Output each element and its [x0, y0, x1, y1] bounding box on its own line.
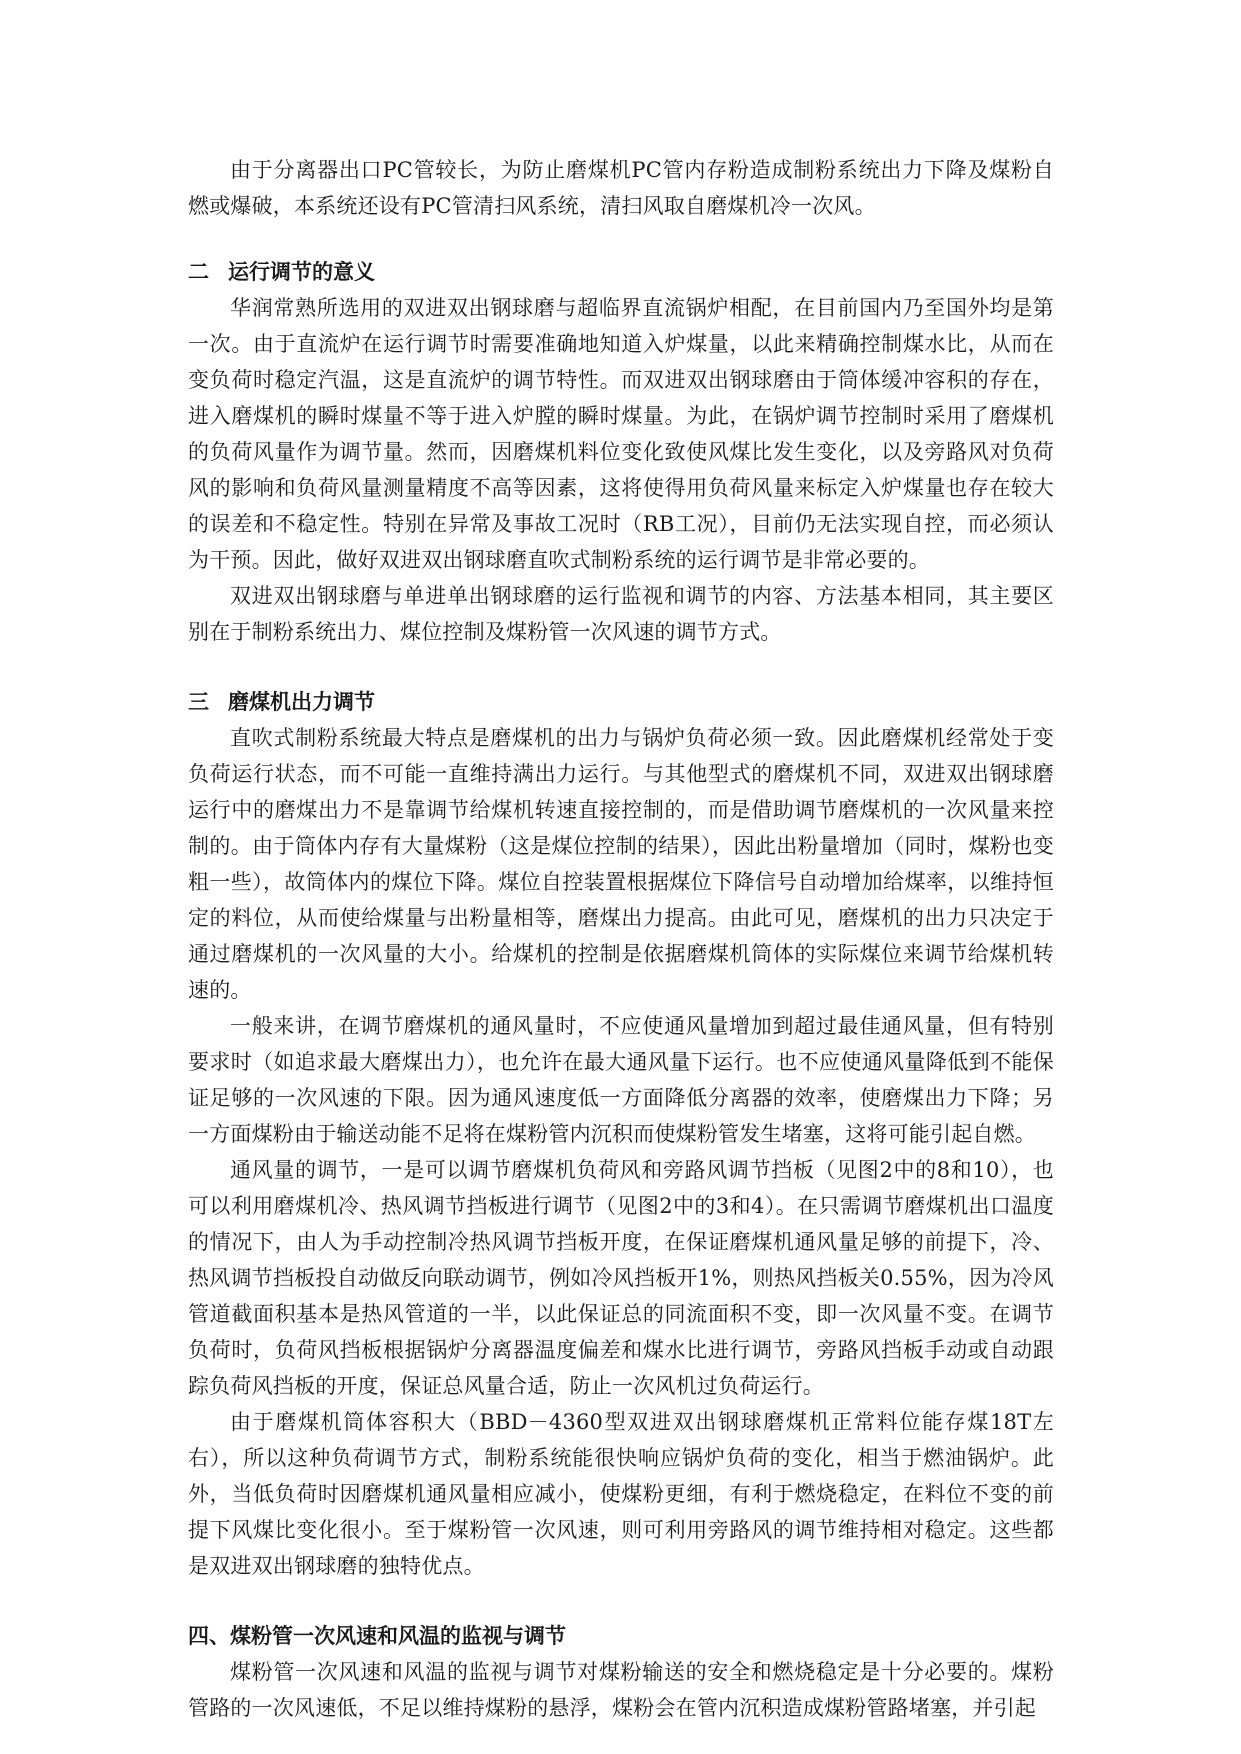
section-3-title: 磨煤机出力调节 — [228, 690, 375, 714]
document-page — [188, 152, 1054, 1726]
section-3-paragraph-3: 通风量的调节，一是可以调节磨煤机负荷风和旁路风调节挡板（见图2中的8和10），也可以利用磨煤机冷、热风调节挡板进行调节（见图2中的3和4）。在只需调节磨煤机出口温度的情况下，由人为手动控制冷热风调节挡板开度，在保证磨煤机通风量足够的前提下，冷、热风调节挡板投自动做反向联动调节，例如冷风挡板开1%，则热风挡板关0.55%，因为冷风管道截面积基本是热风管道的一半，以此保证总的同流面积不变，即一次风量不变。在调节负荷时，负荷风挡板根据锅炉分离器温度偏差和煤水比进行调节，旁路风挡板手动或自动跟踪负荷风挡板的开度，保证总风量合适，防止一次风机过负荷运行。 — [188, 1158, 1054, 1398]
spacer — [188, 650, 1054, 684]
section-4-paragraph-1: 煤粉管一次风速和风温的监视与调节对煤粉输送的安全和燃烧稳定是十分必要的。煤粉管路的一次风速低，不足以维持煤粉的悬浮，煤粉会在管内沉积造成煤粉管路堵塞，并引起 — [188, 1660, 1054, 1720]
section-3-paragraph-2: 一般来讲，在调节磨煤机的通风量时，不应使通风量增加到超过最佳通风量，但有特别要求时（如追求最大磨煤出力），也允许在最大通风量下运行。也不应使通风量降低到不能保证足够的一次风速的下限。因为通风速度低一方面降低分离器的效率，使磨煤出力下降；另一方面煤粉由于输送动能不足将在煤粉管内沉积而使煤粉管发生堵塞，这将可能引起自燃。 — [188, 1014, 1054, 1146]
section-3-heading — [188, 684, 1054, 720]
section-3-paragraph-4: 由于磨煤机筒体容积大（BBD－4360型双进双出钢球磨煤机正常料位能存煤18T左右），所以这种负荷调节方式，制粉系统能很快响应锅炉负荷的变化，相当于燃油锅炉。此外，当低负荷时因磨煤机通风量相应减小，使煤粉更细，有利于燃烧稳定，在料位不变的前提下风煤比变化很小。至于煤粉管一次风速，则可利用旁路风的调节维持相对稳定。这些都是双进双出钢球磨的独特优点。 — [188, 1410, 1054, 1578]
section-2-paragraph-2: 双进双出钢球磨与单进单出钢球磨的运行监视和调节的内容、方法基本相同，其主要区别在于制粉系统出力、煤位控制及煤粉管一次风速的调节方式。 — [188, 584, 1054, 644]
section-2-heading — [188, 254, 1054, 290]
spacer — [188, 224, 1054, 254]
intro-paragraph: 由于分离器出口PC管较长，为防止磨煤机PC管内存粉造成制粉系统出力下降及煤粉自燃或爆破，本系统还设有PC管清扫风系统，清扫风取自磨煤机冷一次风。 — [188, 158, 1054, 218]
section-2-paragraph-1: 华润常熟所选用的双进双出钢球磨与超临界直流锅炉相配，在目前国内乃至国外均是第一次。由于直流炉在运行调节时需要准确地知道入炉煤量，以此来精确控制煤水比，从而在变负荷时稳定汽温，这是直流炉的调节特性。而双进双出钢球磨由于筒体缓冲容积的存在，进入磨煤机的瞬时煤量不等于进入炉膛的瞬时煤量。为此，在锅炉调节控制时采用了磨煤机的负荷风量作为调节量。然而，因磨煤机料位变化致使风煤比发生变化，以及旁路风对负荷风的影响和负荷风量测量精度不高等因素，这将使得用负荷风量来标定入炉煤量也存在较大的误差和不稳定性。特别在异常及事故工况时（RB工况），目前仍无法实现自控，而必须认为干预。因此，做好双进双出钢球磨直吹式制粉系统的运行调节是非常必要的。 — [188, 296, 1054, 572]
section-2-number: 二 — [188, 260, 209, 284]
spacer — [188, 1584, 1054, 1618]
section-3-paragraph-1: 直吹式制粉系统最大特点是磨煤机的出力与锅炉负荷必须一致。因此磨煤机经常处于变负荷运行状态，而不可能一直维持满出力运行。与其他型式的磨煤机不同，双进双出钢球磨运行中的磨煤出力不是靠调节给煤机转速直接控制的，而是借助调节磨煤机的一次风量来控制的。由于筒体内存有大量煤粉（这是煤位控制的结果），因此出粉量增加（同时，煤粉也变粗一些），故筒体内的煤位下降。煤位自控装置根据煤位下降信号自动增加给煤率，以维持恒定的料位，从而使给煤量与出粉量相等，磨煤出力提高。由此可见，磨煤机的出力只决定于通过磨煤机的一次风量的大小。给煤机的控制是依据磨煤机筒体的实际煤位来调节给煤机转速的。 — [188, 726, 1054, 1002]
section-4-number: 四、 — [188, 1624, 230, 1648]
section-4-heading — [188, 1618, 1054, 1654]
section-2-title: 运行调节的意义 — [228, 260, 375, 284]
section-4-title: 煤粉管一次风速和风温的监视与调节 — [230, 1624, 566, 1648]
section-3-number: 三 — [188, 690, 209, 714]
